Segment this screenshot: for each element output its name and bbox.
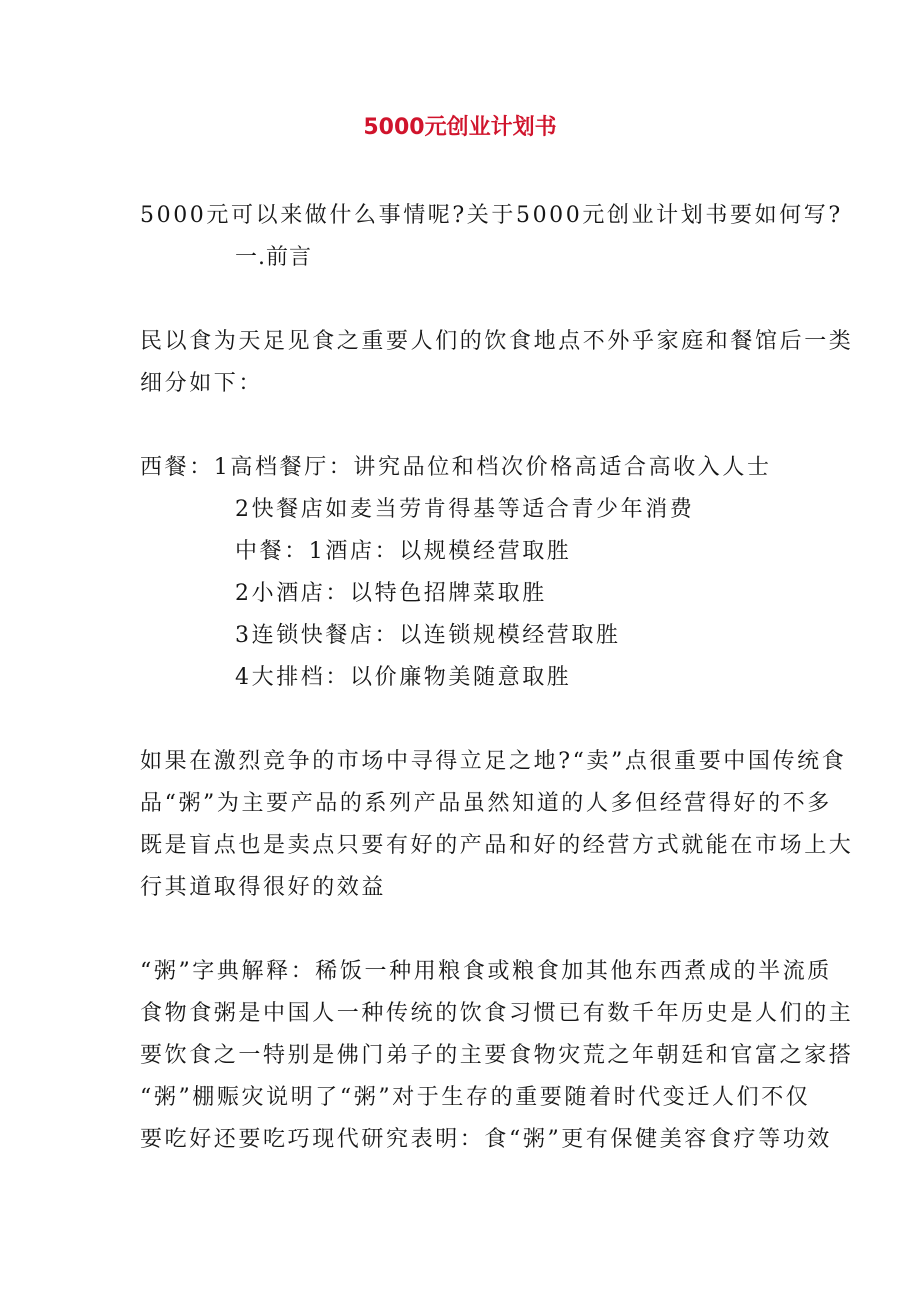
paragraph-line: 品“粥”为主要产品的系列产品虽然知道的人多但经营得好的不多 xyxy=(140,791,832,816)
paragraph-line: 如果在激烈竞争的市场中寻得立足之地?“卖”点很重要中国传统食 xyxy=(140,749,847,774)
paragraph-line: 既是盲点也是卖点只要有好的产品和好的经营方式就能在市场上大 xyxy=(140,833,854,858)
list-item: 3连锁快餐店：以连锁规模经营取胜 xyxy=(235,623,621,648)
paragraph-line: 要饮食之一特别是佛门弟子的主要食物灾荒之年朝廷和官富之家搭 xyxy=(140,1043,854,1068)
document-title: 5000元创业计划书 xyxy=(363,115,557,140)
list-item: 2快餐店如麦当劳肯得基等适合青少年消费 xyxy=(235,497,695,522)
intro-text: 5000元可以来做什么事情呢?关于5000元创业计划书要如何写? xyxy=(140,203,843,228)
paragraph-line: “粥”字典解释：稀饭一种用粮食或粮食加其他东西煮成的半流质 xyxy=(140,959,832,984)
paragraph-line: 细分如下： xyxy=(140,371,264,396)
paragraph-line: 行其道取得很好的效益 xyxy=(140,875,387,900)
list-item: 4大排档：以价廉物美随意取胜 xyxy=(235,665,572,690)
paragraph-line: “粥”棚赈灾说明了“粥”对于生存的重要随着时代变迁人们不仅 xyxy=(140,1085,811,1110)
paragraph-line: 食物食粥是中国人一种传统的饮食习惯已有数千年历史是人们的主 xyxy=(140,1001,854,1026)
paragraph-line: 民以食为天足见食之重要人们的饮食地点不外乎家庭和餐馆后一类 xyxy=(140,329,854,354)
paragraph-line: 要吃好还要吃巧现代研究表明：食“粥”更有保健美容食疗等功效 xyxy=(140,1127,832,1152)
section-heading: 一.前言 xyxy=(235,245,312,270)
list-item: 2小酒店：以特色招牌菜取胜 xyxy=(235,581,547,606)
list-item: 西餐：1高档餐厅：讲究品位和档次价格高适合高收入人士 xyxy=(140,455,772,480)
list-item: 中餐：1酒店：以规模经营取胜 xyxy=(235,539,572,564)
